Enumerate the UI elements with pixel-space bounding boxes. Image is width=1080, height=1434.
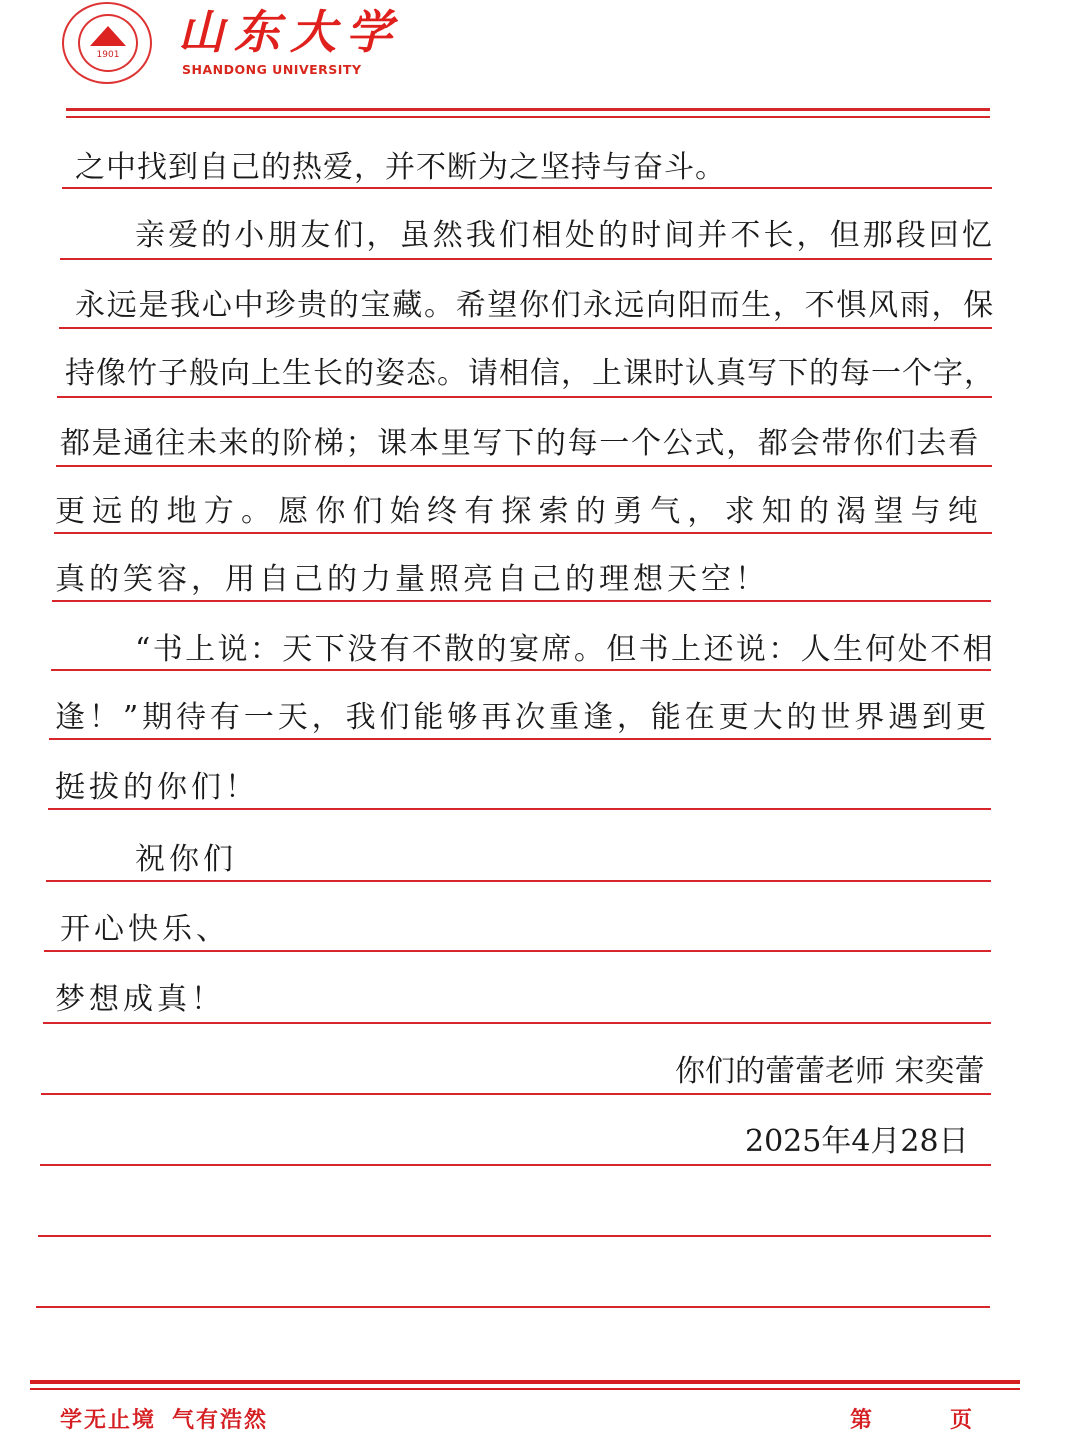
letter-line: 梦想成真！ bbox=[55, 982, 225, 1017]
letter-line: 祝你们 bbox=[135, 842, 237, 877]
letter-line: 都是通往未来的阶梯；课本里写下的每一个公式，都会带你们去看 bbox=[60, 426, 980, 461]
ruled-line bbox=[48, 808, 992, 810]
motto-part-2: 气有浩然 bbox=[172, 1407, 269, 1433]
ruled-line bbox=[43, 1022, 991, 1024]
letter-date: 2025年4月28日 bbox=[745, 1124, 969, 1159]
ruled-line bbox=[60, 258, 992, 260]
letter-line: “书上说：天下没有不散的宴席。但书上还说：人生何处不相 bbox=[135, 632, 995, 667]
footer-motto bbox=[60, 1403, 268, 1434]
footer-rule bbox=[30, 1380, 1020, 1384]
letter-line: 挺拔的你们！ bbox=[55, 770, 259, 805]
university-name-cn: 山东大学 bbox=[178, 5, 402, 59]
seal-year: 1901 bbox=[96, 50, 120, 60]
letter-line: 更远的地方。愿你们始终有探索的勇气，求知的渴望与纯 bbox=[55, 494, 985, 529]
letter-line: 亲爱的小朋友们，虽然我们相处的时间并不长，但那段回忆 bbox=[135, 218, 995, 253]
ruled-line bbox=[56, 465, 992, 467]
ruled-line bbox=[54, 532, 992, 534]
signature: 你们的蕾蕾老师 宋奕蕾 bbox=[675, 1054, 985, 1089]
mountain-icon bbox=[90, 26, 126, 46]
page-number-suffix: 页 bbox=[950, 1407, 973, 1433]
page-number-prefix: 第 bbox=[850, 1407, 873, 1433]
ruled-line bbox=[57, 396, 992, 398]
footer-rule bbox=[30, 1388, 1020, 1390]
header-rule bbox=[66, 116, 990, 118]
letter-line: 真的笑容，用自己的力量照亮自己的理想天空！ bbox=[55, 562, 769, 597]
ruled-line bbox=[46, 880, 991, 882]
letter-line: 开心快乐、 bbox=[60, 912, 230, 947]
ruled-line bbox=[38, 1235, 991, 1237]
letter-line: 逢！”期待有一天，我们能够再次重逢，能在更大的世界遇到更 bbox=[55, 700, 990, 735]
ruled-line bbox=[40, 1164, 991, 1166]
motto-part-1: 学无止境 bbox=[60, 1407, 157, 1433]
ruled-line bbox=[41, 1093, 991, 1095]
ruled-line bbox=[49, 738, 991, 740]
letter-line: 永远是我心中珍贵的宝藏。希望你们永远向阳而生，不惧风雨，保 bbox=[75, 288, 995, 323]
letter-line: 之中找到自己的热爱，并不断为之坚持与奋斗。 bbox=[75, 150, 726, 185]
ruled-line bbox=[59, 327, 992, 329]
university-name-en: SHANDONG UNIVERSITY bbox=[182, 62, 362, 77]
letter-line: 持像竹子般向上生长的姿态。请相信，上课时认真写下的每一个字， bbox=[65, 356, 995, 391]
university-seal-logo bbox=[62, 2, 152, 84]
ruled-line bbox=[36, 1306, 990, 1308]
header-rule bbox=[66, 108, 990, 111]
ruled-line bbox=[44, 950, 991, 952]
ruled-line bbox=[52, 600, 991, 602]
